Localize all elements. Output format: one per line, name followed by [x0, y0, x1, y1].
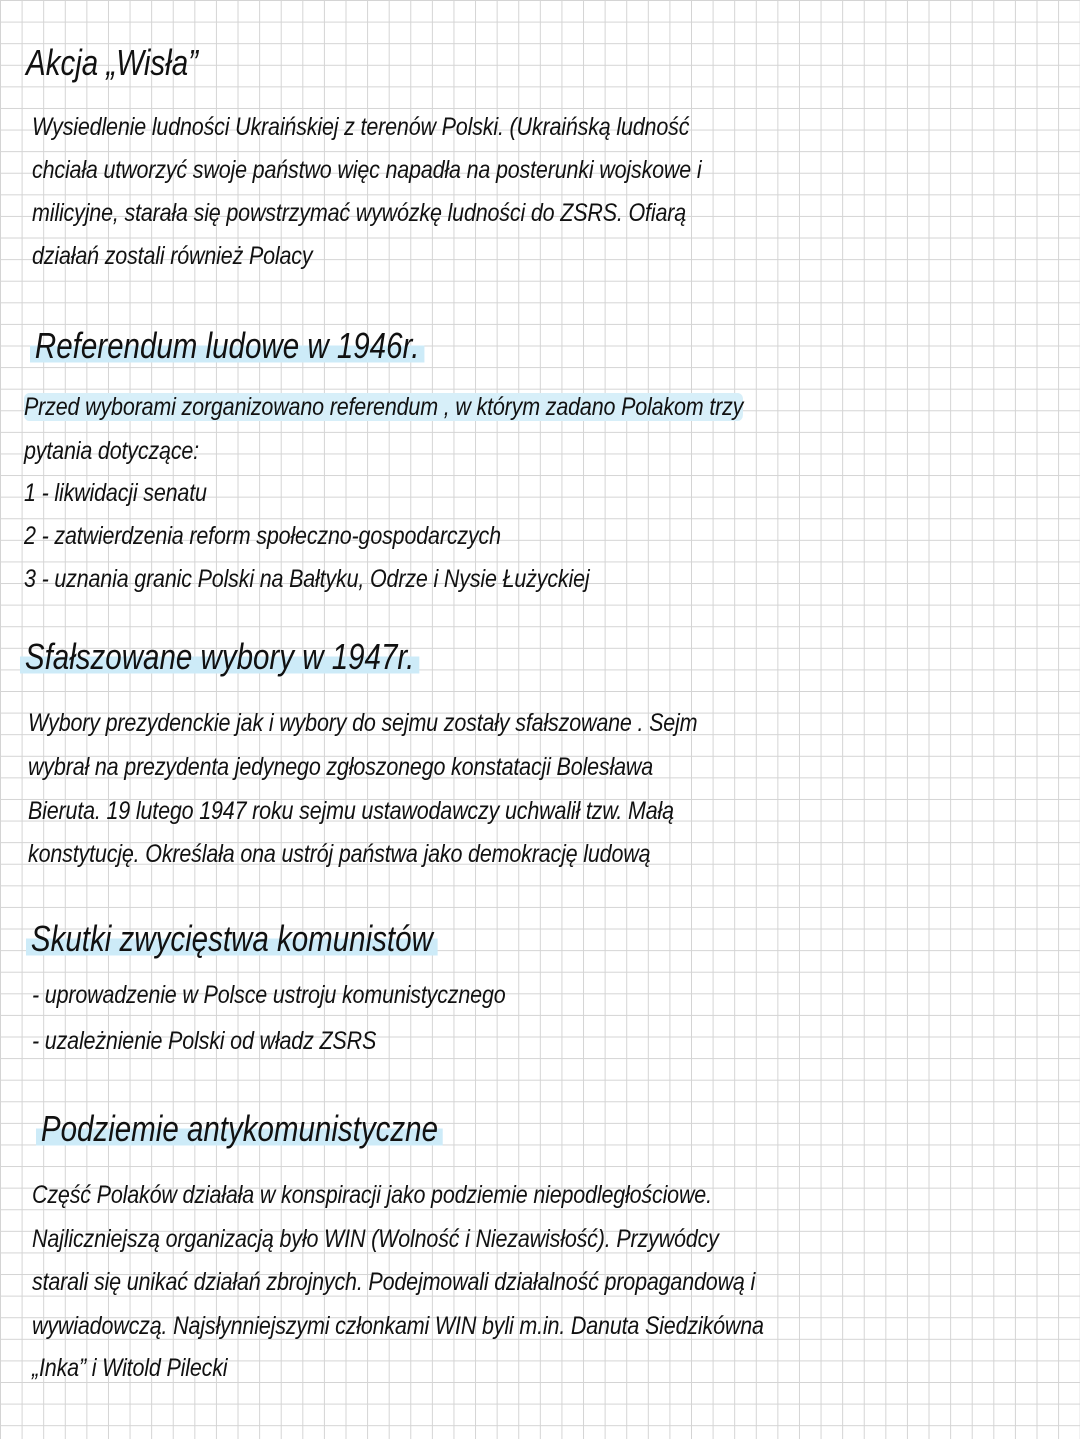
list-item: 2 - zatwierdzenia reform społeczno-gospodarczych	[24, 522, 501, 550]
heading-referendum: Referendum ludowe w 1946r.	[30, 325, 424, 366]
body-line: działań zostali również Polacy	[32, 242, 313, 270]
body-line: Przed wyborami zorganizowano referendum , w którym zadano Polakom trzy	[24, 393, 744, 421]
body-line: Wysiedlenie ludności Ukraińskiej z terenów Polski. (Ukraińską ludność	[32, 113, 690, 141]
body-line: Bieruta. 19 lutego 1947 roku sejmu ustawodawczy uchwalił tzw. Małą	[28, 797, 674, 825]
body-line: Wybory prezydenckie jak i wybory do sejmu zostały sfałszowane . Sejm	[28, 709, 698, 737]
body-line: pytania dotyczące:	[24, 437, 199, 465]
list-item: 3 - uznania granic Polski na Bałtyku, Odrze i Nysie Łużyckiej	[24, 565, 590, 593]
body-line: chciała utworzyć swoje państwo więc napadła na posterunki wojskowe i	[32, 156, 702, 184]
heading-skutki: Skutki zwycięstwa komunistów	[26, 918, 438, 959]
heading-akcja-wisla: Akcja „Wisła”	[26, 42, 198, 83]
body-line: wywiadowczą. Najsłynniejszymi członkami WIN byli m.in. Danuta Siedzikówna	[32, 1312, 764, 1340]
body-line: Najliczniejszą organizacją było WIN (Wolność i Niezawisłość). Przywódcy	[32, 1225, 719, 1253]
heading-sfalszowane-wybory: Sfałszowane wybory w 1947r.	[20, 636, 419, 677]
heading-podziemie: Podziemie antykomunistyczne	[36, 1108, 443, 1149]
body-line: Część Polaków działała w konspiracji jako podziemie niepodległościowe.	[32, 1181, 712, 1209]
list-item: 1 - likwidacji senatu	[24, 479, 207, 507]
body-line: wybrał na prezydenta jedynego zgłoszonego konstatacji Bolesława	[28, 753, 654, 781]
body-line: starali się unikać działań zbrojnych. Podejmowali działalność propagandową i	[32, 1268, 756, 1296]
list-item: - uzależnienie Polski od władz ZSRS	[32, 1027, 377, 1055]
list-item: - uprowadzenie w Polsce ustroju komunistycznego	[32, 981, 506, 1009]
body-line: „Inka” i Witold Pilecki	[32, 1354, 228, 1382]
body-line: konstytucję. Określała ona ustrój państwa jako demokrację ludową	[28, 840, 651, 868]
body-line: milicyjne, starała się powstrzymać wywózkę ludności do ZSRS. Ofiarą	[32, 199, 687, 227]
